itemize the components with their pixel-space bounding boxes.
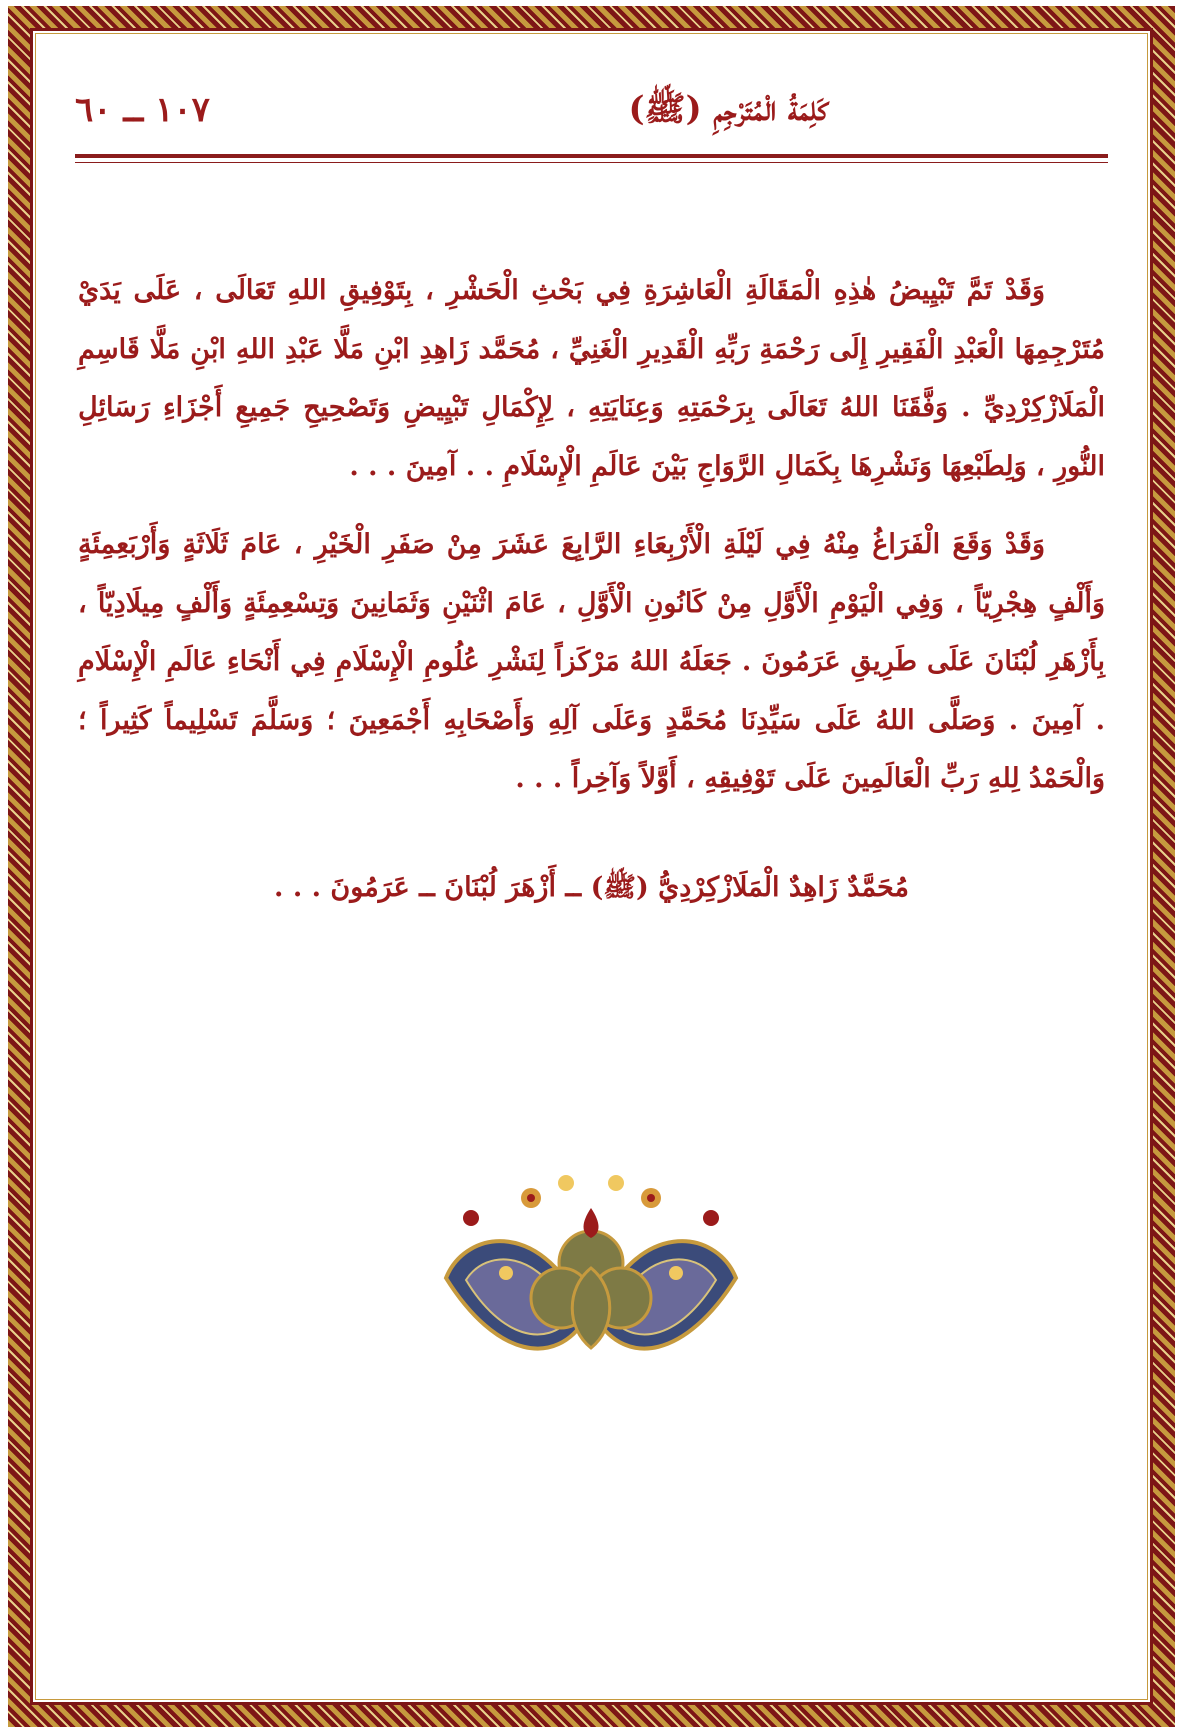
- floral-ornament-icon: [436, 1168, 746, 1388]
- header-divider: [75, 154, 1108, 158]
- paragraph: وَقَدْ تَمَّ تَبْيِيضُ هٰذِهِ الْمَقَالَةِ الْعَاشِرَةِ فِي بَحْثِ الْحَشْرِ ، بِتَوْفِيقِ اللهِ تَعَالَى ، عَلَى يَدَيْ مُتَرْجِمِهَا الْعَبْدِ الْفَقِيرِ إِلَى رَحْمَةِ رَبِّهِ الْقَدِيرِ الْغَنِيِّ ، مُحَمَّد زَاهِدِ ابْنِ مَلَّا عَبْدِ اللهِ ابْنِ مَلَّا قَاسِمِ الْمَلَازْكِرْدِيِّ . وَفَّقَنَا اللهُ تَعَالَى بِرَحْمَتِهِ وَعِنَايَتِهِ ، لِإِكْمَالِ تَبْيِيضِ وَتَصْحِيحِ جَمِيعِ أَجْزَاءِ رَسَائِلِ النُّورِ ، وَلِطَبْعِهَا وَنَشْرِهَا بِكَمَالِ الرَّوَاجِ بَيْنَ عَالَمِ الْإِسْلَامِ . . آمِينَ . . .: [78, 275, 1105, 482]
- page-range: ١٠٧ ــ ٦٠: [75, 90, 210, 130]
- signature-line: مُحَمَّدٌ زَاهِدٌ الْمَلَازْكِرْدِيُّ (ﷺ) ــ أَزْهَرَ لُبْنَانَ ــ عَرَمُونَ . . .: [274, 872, 909, 903]
- page-title: كَلِمَةُ الْمُتَرْجِمِ (ﷺ): [628, 89, 828, 129]
- page-header: [75, 88, 1108, 148]
- paragraph: وَقَدْ وَقَعَ الْفَرَاغُ مِنْهُ فِي لَيْلَةِ الْأَرْبِعَاءِ الرَّابِعَ عَشَرَ مِنْ صَفَرِ الْخَيْرِ ، عَامَ ثَلَاثَةٍ وَأَرْبَعِمِئَةٍ وَأَلْفٍ هِجْرِيّاً ، وَفِي الْيَوْمِ الْأَوَّلِ مِنْ كَانُونِ الْأَوَّلِ ، عَامَ اثْنَيْنِ وَثَمَانِينَ وَتِسْعِمِئَةٍ وَأَلْفٍ مِيلَادِيّاً ، بِأَزْهَرِ لُبْنَانَ عَلَى طَرِيقِ عَرَمُونَ . جَعَلَهُ اللهُ مَرْكَزاً لِنَشْرِ عُلُومِ الْإِسْلَامِ فِي أَنْحَاءِ عَالَمِ الْإِسْلَامِ . آمِينَ . وَصَلَّى اللهُ عَلَى سَيِّدِنَا مُحَمَّدٍ وَعَلَى آلِهِ وَأَصْحَابِهِ أَجْمَعِينَ ؛ وَسَلَّمَ تَسْلِيماً كَثِيراً ؛ وَالْحَمْدُ لِلهِ رَبِّ الْعَالَمِينَ عَلَى تَوْفِيقِهِ ، أَوَّلاً وَآخِراً . . .: [78, 529, 1105, 794]
- body-text: [78, 262, 1105, 829]
- header-divider-thin: [75, 162, 1108, 163]
